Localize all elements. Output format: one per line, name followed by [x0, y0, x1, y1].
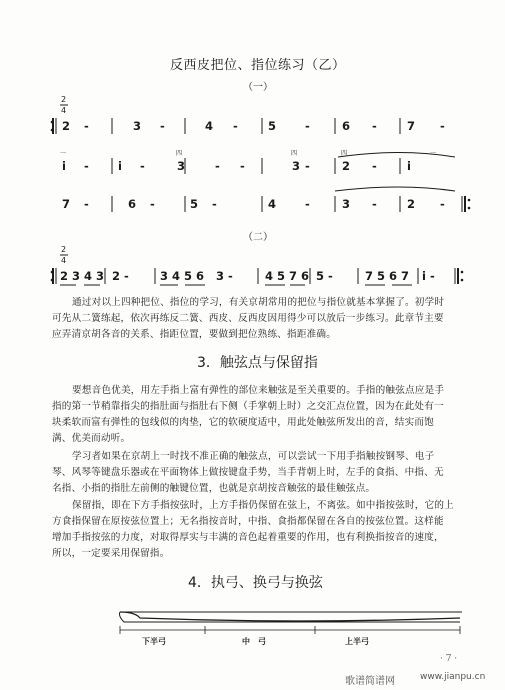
note: 6 — [342, 119, 351, 133]
exercise-2-label: （二） — [243, 232, 273, 243]
sustain-dashes: - — [372, 159, 377, 173]
paragraph-line: 学习者如果在京胡上一时找不准正确的触弦点，可以尝试一下用手指触按钢琴、电子 — [72, 451, 435, 462]
sustain-dashes: - — [150, 197, 155, 211]
page-number: · 7 · — [440, 654, 458, 664]
paragraph-line: 可先从二簧练起，依次再练反二簧、西皮、反西皮因用得少可以放后一步练习。此章节主要 — [52, 313, 444, 324]
section-heading: 3．触弦点与保留指 — [197, 355, 318, 371]
sustain-dashes: - — [440, 119, 445, 133]
sustain-dashes: - — [372, 119, 377, 133]
note: 2 — [342, 159, 351, 173]
time-signature-bottom: 4 — [61, 256, 67, 265]
note: 4 — [268, 197, 277, 211]
note-group: 2 - — [112, 269, 129, 283]
watermark-url: www.jianpu.cn — [420, 672, 486, 682]
bow-label-middle: 中 弓 — [242, 637, 266, 646]
sustain-dashes: - — [160, 119, 165, 133]
page-title: 反西皮把位、指位练习（乙） — [170, 58, 346, 73]
paragraph-line: 块柔软而富有弹性的包线似的肉垫，它的软硬度适中，用此处触弦所发出的音，结实而饱 — [52, 417, 434, 428]
paragraph-line: 增加手指按弦的力度，对取得厚实与丰满的音色起着重要的作用，也有利换指按音的速度， — [52, 532, 444, 543]
note: 6 — [128, 197, 137, 211]
watermark-text: 歌谱简谱网 — [345, 676, 395, 687]
fingering-mark: 一 — [60, 150, 67, 157]
sustain-dashes: - — [84, 197, 89, 211]
time-signature-top: 2 — [61, 245, 67, 254]
note: 3 — [177, 159, 186, 173]
fingering-mark: 四 — [291, 150, 298, 157]
note: 4 — [205, 119, 214, 133]
paragraph-line: 要想音色优美，用左手指上富有弹性的部位来触弦是至关重要的。手指的触弦点应是手 — [72, 385, 445, 396]
note-group: 3 4 5 6 — [160, 269, 205, 283]
note: i — [118, 159, 122, 173]
paragraph-line: 方食指保留在原按弦位置上；无名指按音时，中指、食指都保留在各自的按弦位置。这样能 — [52, 516, 444, 527]
sustain-dashes: - — [212, 197, 217, 211]
paragraph-line: 通过对以上四种把位、指位的学习，有关京胡常用的把位与指位就基本掌握了。初学时 — [72, 297, 445, 308]
note-group: 5 - — [316, 269, 333, 283]
paragraph-line: 名指、小指的指肚左前侧的触键位置，也就是京胡按音触弦的最佳触弦点。 — [52, 483, 376, 494]
note-group: 7 5 6 7 — [365, 269, 410, 283]
note: 2 — [62, 119, 71, 133]
fingering-mark: 一 — [430, 150, 437, 157]
note: i — [62, 159, 66, 173]
sustain-dashes: - — [84, 119, 89, 133]
fingering-mark: 四 — [341, 150, 348, 157]
paragraph-line: 指的第一节稍靠指尖的指肚面与指肚右下侧（手掌朝上时）之交汇点位置，因为在此处有一 — [52, 401, 444, 412]
paragraph-line: 琴、风琴等键盘乐器或在平面物体上做按键盘手势，当手背朝上时，左手的食指、中指、无 — [52, 467, 444, 478]
note: i — [407, 159, 411, 173]
note: 3 — [342, 197, 351, 211]
bow-label-lower: 下半弓 — [142, 637, 166, 646]
sustain-dashes: - — [440, 197, 445, 211]
paragraph-line: 所以，一定要采用保留指。 — [52, 548, 170, 559]
note-group: i - — [422, 269, 435, 283]
paragraph-line: 满、优美而动听。 — [52, 433, 131, 444]
note: 7 — [62, 197, 71, 211]
time-signature-top: 2 — [61, 95, 67, 104]
fingering-mark: 四 — [176, 150, 183, 157]
sustain-dashes: - — [305, 197, 310, 211]
note: 2 — [407, 197, 416, 211]
sustain-dashes: - — [233, 119, 238, 133]
sustain-dashes: - — [372, 197, 377, 211]
note: 5 — [268, 119, 277, 133]
bow-label-upper: 上半弓 — [345, 637, 369, 646]
section-heading: 4．执弓、换弓与换弦 — [188, 575, 323, 591]
sustain-dashes: - — [305, 159, 310, 173]
paragraph-line: 应弄清京胡各音的关系、指距位置，要做到把位熟练、指距准确。 — [52, 329, 337, 340]
note: 3 — [292, 159, 301, 173]
exercise-1-label: （一） — [243, 82, 273, 93]
note: 7 — [407, 119, 416, 133]
sustain-dashes: - — [140, 159, 145, 173]
sustain-dashes: - — [84, 159, 89, 173]
note: 5 — [190, 197, 199, 211]
sustain-dashes: - — [215, 159, 220, 173]
note-group: 2 3 4 3 — [60, 269, 105, 283]
sustain-dashes: - — [305, 119, 310, 133]
note-group: 3 - — [216, 269, 233, 283]
paragraph-line: 保留指，即在下方手指按弦时，上方手指仍保留在弦上，不离弦。如中指按弦时，它的上 — [72, 500, 454, 511]
time-signature-bottom: 4 — [61, 106, 67, 115]
note: 3 — [133, 119, 142, 133]
note-group: 4 5 7 6 — [265, 269, 310, 283]
sustain-dashes: - — [240, 159, 245, 173]
